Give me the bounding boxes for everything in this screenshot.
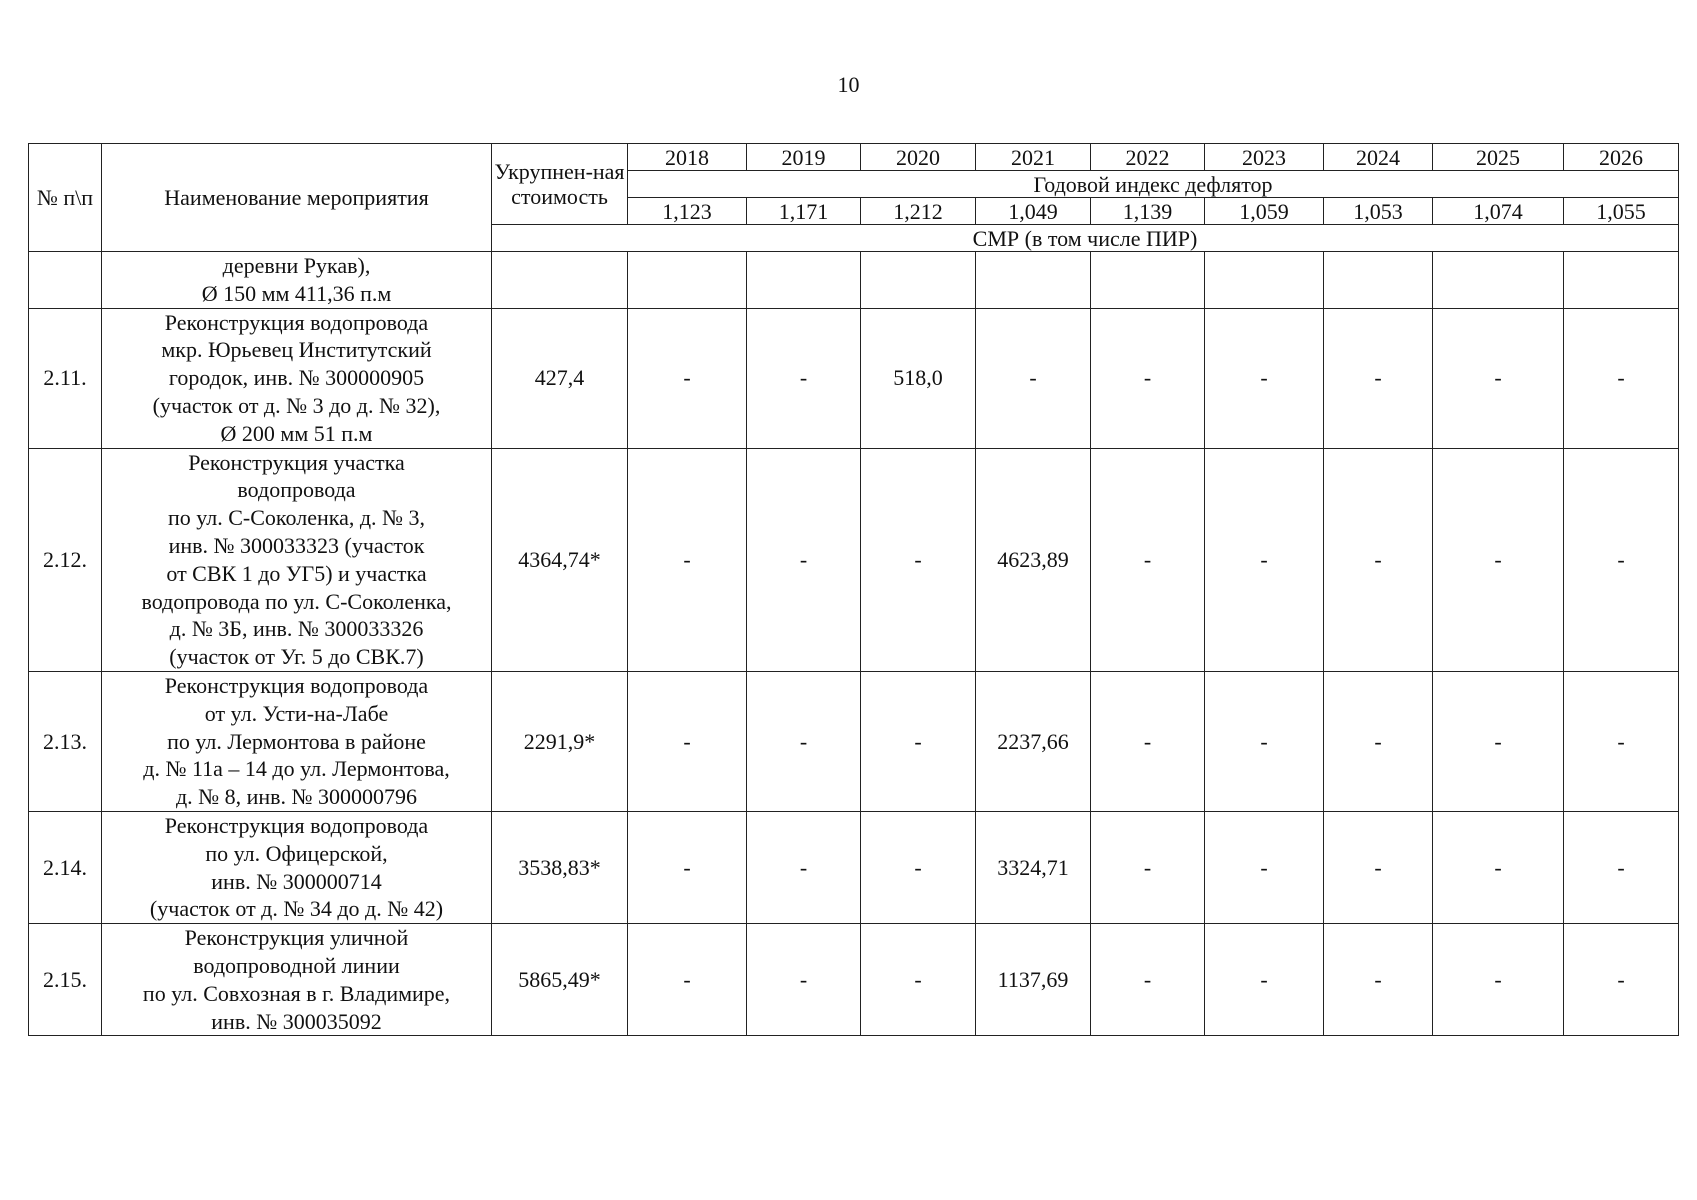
header-year: 2026 xyxy=(1564,144,1679,171)
cell-value: - xyxy=(861,924,976,1036)
cell-value: - xyxy=(1433,448,1564,671)
table-row xyxy=(29,308,1679,448)
cell-name xyxy=(102,671,492,811)
header-year: 2020 xyxy=(861,144,976,171)
cell-num: 2.11. xyxy=(29,308,102,448)
cell-name xyxy=(102,448,492,671)
header-year: 2024 xyxy=(1324,144,1433,171)
name-line: по ул. Совхозная в г. Владимире, xyxy=(142,980,451,1006)
cell-num: 2.15. xyxy=(29,924,102,1036)
cell-value: - xyxy=(861,448,976,671)
name-line: инв. № 300000714 xyxy=(211,868,382,894)
name-line: водопроводной линии xyxy=(193,952,400,978)
name-line: д. № 8, инв. № 300000796 xyxy=(175,784,418,810)
cell-num: 2.13. xyxy=(29,671,102,811)
header-deflator-value: 1,212 xyxy=(861,198,976,225)
name-line: инв. № 300033323 (участок xyxy=(168,532,425,558)
name-line: деревни Рукав), xyxy=(222,253,371,278)
header-deflator-label: Годовой индекс дефлятор xyxy=(628,171,1679,198)
cell-value xyxy=(1091,252,1205,309)
cell-value: - xyxy=(1091,924,1205,1036)
header-smr-label: СМР (в том числе ПИР) xyxy=(492,225,1679,252)
cell-value: - xyxy=(1433,811,1564,923)
cell-value xyxy=(1564,252,1679,309)
cell-value xyxy=(747,252,861,309)
name-line: от СВК 1 до УГ5) и участка xyxy=(166,560,427,586)
cell-name xyxy=(102,252,492,309)
header-year: 2022 xyxy=(1091,144,1205,171)
name-line: Реконструкция водопровода xyxy=(164,672,429,698)
cell-value: - xyxy=(1564,671,1679,811)
header-deflator-value: 1,055 xyxy=(1564,198,1679,225)
cell-value: - xyxy=(1564,308,1679,448)
cell-value xyxy=(628,252,747,309)
cell-cost: 3538,83* xyxy=(492,811,628,923)
cell-value: - xyxy=(1091,448,1205,671)
cell-value: - xyxy=(747,308,861,448)
cell-num: 2.12. xyxy=(29,448,102,671)
cell-value xyxy=(861,252,976,309)
page-number: 10 xyxy=(837,72,860,97)
table-row xyxy=(29,448,1679,671)
header-deflator-value: 1,053 xyxy=(1324,198,1433,225)
cell-value: - xyxy=(1205,924,1324,1036)
name-line: Ø 150 мм 411,36 п.м xyxy=(201,280,392,306)
name-line: водопровода xyxy=(237,477,356,503)
cell-num xyxy=(29,252,102,309)
cell-value: 2237,66 xyxy=(976,671,1091,811)
cell-value: - xyxy=(1205,308,1324,448)
name-line: инв. № 300035092 xyxy=(211,1008,382,1034)
name-line: по ул. С-Соколенка, д. № 3, xyxy=(167,505,426,531)
header-year: 2023 xyxy=(1205,144,1324,171)
name-line: по ул. Лермонтова в районе xyxy=(167,728,426,754)
name-line: (участок от д. № 34 до д. № 42) xyxy=(149,896,444,922)
cell-name xyxy=(102,811,492,923)
name-line: Реконструкция уличной xyxy=(184,925,409,951)
cell-value xyxy=(1324,252,1433,309)
cell-value: - xyxy=(861,671,976,811)
cell-cost: 4364,74* xyxy=(492,448,628,671)
table-body xyxy=(29,144,1679,1036)
cell-value: 1137,69 xyxy=(976,924,1091,1036)
cell-num: 2.14. xyxy=(29,811,102,923)
name-line: (участок от Уг. 5 до СВК.7) xyxy=(169,644,424,670)
name-line: Реконструкция участка xyxy=(188,449,405,475)
name-line: Реконструкция водопровода xyxy=(164,309,429,335)
header-year: 2021 xyxy=(976,144,1091,171)
cell-cost xyxy=(492,252,628,309)
cell-value: - xyxy=(1324,671,1433,811)
cell-name xyxy=(102,308,492,448)
cell-value: - xyxy=(1564,924,1679,1036)
cell-value xyxy=(976,252,1091,309)
name-line: Реконструкция водопровода xyxy=(164,812,429,838)
cell-value: 3324,71 xyxy=(976,811,1091,923)
cell-value xyxy=(1433,252,1564,309)
cell-cost: 2291,9* xyxy=(492,671,628,811)
cell-value: - xyxy=(1091,308,1205,448)
cell-cost: 5865,49* xyxy=(492,924,628,1036)
name-line: от ул. Усти-на-Лабе xyxy=(204,700,389,726)
cell-cost: 427,4 xyxy=(492,308,628,448)
name-line: водопровода по ул. С-Соколенка, xyxy=(141,588,452,614)
cell-value xyxy=(1205,252,1324,309)
header-deflator-value: 1,171 xyxy=(747,198,861,225)
cell-value: - xyxy=(747,811,861,923)
cell-value: - xyxy=(747,671,861,811)
name-line: по ул. Офицерской, xyxy=(205,840,388,866)
name-line: д. № 3Б, инв. № 300033326 xyxy=(169,616,424,642)
cell-value: - xyxy=(747,448,861,671)
cell-value: - xyxy=(747,924,861,1036)
cell-value: - xyxy=(1433,671,1564,811)
table-row xyxy=(29,924,1679,1036)
table-row xyxy=(29,811,1679,923)
cell-value: - xyxy=(628,671,747,811)
header-name: Наименование мероприятия xyxy=(102,144,492,252)
table-row-continuation xyxy=(29,252,1679,309)
header-deflator-value: 1,049 xyxy=(976,198,1091,225)
table-row xyxy=(29,671,1679,811)
cell-value: - xyxy=(976,308,1091,448)
cell-value: 518,0 xyxy=(861,308,976,448)
header-row-years xyxy=(29,144,1679,171)
header-year: 2025 xyxy=(1433,144,1564,171)
cell-value: - xyxy=(628,811,747,923)
cell-value: - xyxy=(1324,811,1433,923)
cell-value: - xyxy=(1091,811,1205,923)
cell-value: - xyxy=(1205,811,1324,923)
cell-value: - xyxy=(628,308,747,448)
header-deflator-value: 1,139 xyxy=(1091,198,1205,225)
name-line: Ø 200 мм 51 п.м xyxy=(220,420,373,446)
cell-value: - xyxy=(1205,671,1324,811)
header-year: 2019 xyxy=(747,144,861,171)
cell-value: - xyxy=(1433,308,1564,448)
cell-value: - xyxy=(1091,671,1205,811)
cell-value: - xyxy=(1564,811,1679,923)
cell-value: - xyxy=(1205,448,1324,671)
cell-value: 4623,89 xyxy=(976,448,1091,671)
cell-value: - xyxy=(1564,448,1679,671)
header-year: 2018 xyxy=(628,144,747,171)
cell-name xyxy=(102,924,492,1036)
cell-value: - xyxy=(628,924,747,1036)
header-deflator-value: 1,074 xyxy=(1433,198,1564,225)
header-deflator-value: 1,059 xyxy=(1205,198,1324,225)
investment-program-table xyxy=(28,143,1679,1036)
name-line: д. № 11а – 14 до ул. Лермонтова, xyxy=(143,756,450,782)
name-line: (участок от д. № 3 до д. № 32), xyxy=(152,392,441,418)
name-line: городок, инв. № 300000905 xyxy=(168,365,425,391)
cell-value: - xyxy=(1324,924,1433,1036)
name-line: мкр. Юрьевец Институтский xyxy=(161,337,432,363)
cell-value: - xyxy=(1433,924,1564,1036)
header-deflator-value: 1,123 xyxy=(628,198,747,225)
cell-value: - xyxy=(1324,448,1433,671)
cell-value: - xyxy=(628,448,747,671)
header-num: № п\п xyxy=(29,144,102,252)
header-cost: Укрупнен-ная стоимость xyxy=(492,144,628,225)
cell-value: - xyxy=(1324,308,1433,448)
cell-value: - xyxy=(861,811,976,923)
